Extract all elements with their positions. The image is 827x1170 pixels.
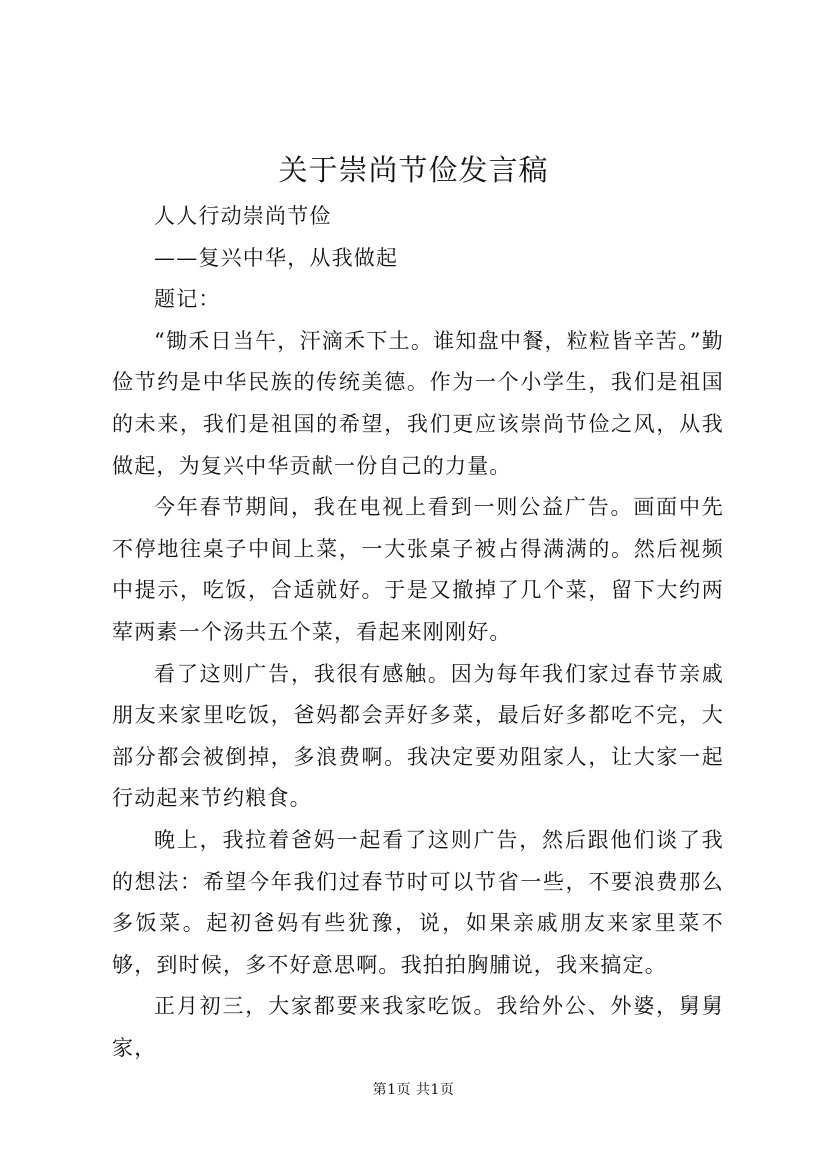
slogan-line: ——复兴中华，从我做起 (154, 245, 399, 270)
paragraph: “锄禾日当午，汗滴禾下土。谁知盘中餐，粒粒皆辛苦。”勤俭节约是中华民族的传统美德。作为一个小学生，我们是祖国的未来，我们是祖国的希望，我们更应该崇尚节俭之风，从我做起，为复兴中华贡献一份自己的力量。 (112, 328, 724, 478)
page-footer: 第1页 共1页 (372, 1082, 455, 1098)
paragraph: 正月初三，大家都要来我家吃饭。我给外公、外婆，舅舅家， (112, 994, 724, 1060)
epigraph-label: 题记： (154, 287, 221, 312)
subtitle-line: 人人行动崇尚节俭 (154, 204, 332, 228)
paragraph: 晚上，我拉着爸妈一起看了这则广告，然后跟他们谈了我的想法：希望今年我们过春节时可以节省一些，不要浪费那么多饭菜。起初爸妈有些犹豫，说，如果亲戚朋友来家里菜不够，到时候，多不好意思啊。我拍拍胸脯说，我来搞定。 (112, 827, 724, 977)
document-title: 关于崇尚节俭发言稿 (278, 153, 549, 187)
document-body (112, 196, 724, 1069)
paragraph: 看了这则广告，我很有感触。因为每年我们家过春节亲戚朋友来家里吃饭，爸妈都会弄好多菜，最后好多都吃不完，大部分都会被倒掉，多浪费啊。我决定要劝阻家人，让大家一起行动起来节约粮食。 (112, 661, 724, 811)
paragraph: 今年春节期间，我在电视上看到一则公益广告。画面中先不停地往桌子中间上菜，一大张桌子被占得满满的。然后视频中提示，吃饭，合适就好。于是又撤掉了几个菜，留下大约两荤两素一个汤共五个菜，看起来刚刚好。 (112, 495, 724, 644)
